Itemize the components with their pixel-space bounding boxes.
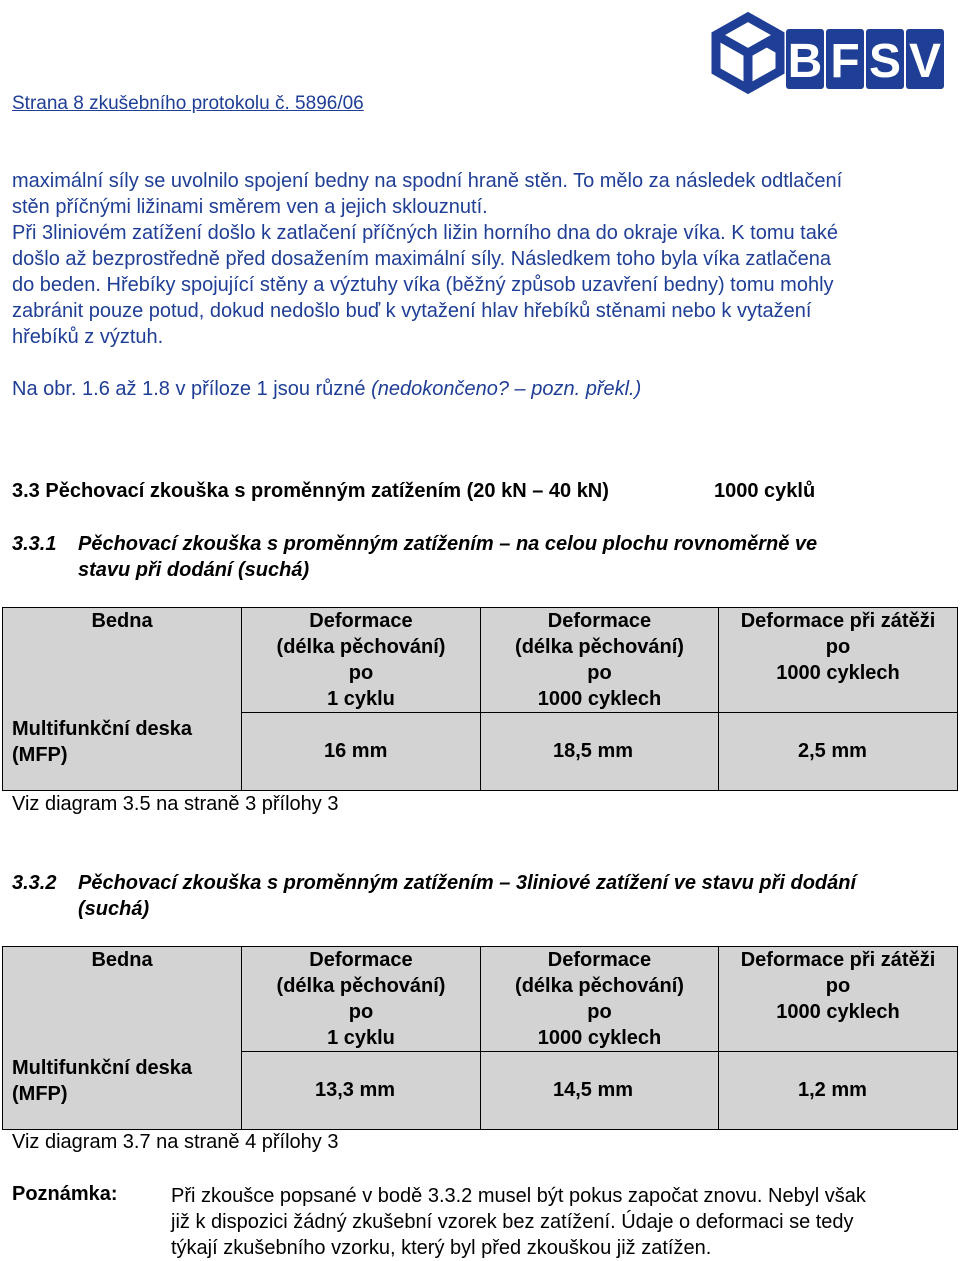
- value-load: 1,2 mm: [798, 1079, 867, 1101]
- row-label-line: Multifunkční deska: [12, 1057, 193, 1079]
- diagram-reference: Viz diagram 3.5 na straně 3 přílohy 3: [12, 793, 339, 815]
- section-3-3-2-heading: [12, 870, 957, 922]
- body-line: do beden. Hřebíky spojující stěny a výztuhy víka (běžný způsob uzavření bedny) tomu mohly: [12, 274, 834, 296]
- header-bedna: [3, 947, 242, 1130]
- body-line: hřebíků z výztuh.: [12, 326, 164, 348]
- header-line: (délka pěchování): [515, 636, 684, 658]
- section-title-cont: (suchá): [78, 898, 150, 920]
- section-title-cont: stavu při dodání (suchá): [78, 559, 310, 581]
- svg-text:V: V: [908, 35, 942, 88]
- header-deformace-1: [242, 947, 481, 1052]
- svg-text:B: B: [787, 35, 823, 88]
- page-reference: Strana 8 zkušebního protokolu č. 5896/06: [12, 93, 364, 114]
- bfsv-logo: [706, 5, 946, 103]
- row-label-line: (MFP): [12, 1083, 68, 1105]
- header-line: (délka pěchování): [276, 975, 446, 997]
- header-line: 1 cyklu: [327, 688, 395, 710]
- header-line: po: [825, 975, 851, 997]
- header-line: po: [587, 662, 612, 684]
- value-1000-cycles: 18,5 mm: [553, 740, 634, 762]
- header-line: Deformace při zátěži: [740, 610, 936, 632]
- header-deformace-1: [242, 608, 481, 713]
- section-3-3-cycles: 1000 cyklů: [714, 480, 816, 502]
- header-line: Deformace: [309, 949, 413, 971]
- section-title: Pěchovací zkouška s proměnným zatížením – na celou plochu rovnoměrně ve: [78, 533, 818, 555]
- translator-note: (nedokončeno? – pozn. překl.): [371, 378, 642, 400]
- header-line: Deformace: [547, 610, 652, 632]
- figures-sentence: [12, 376, 952, 402]
- body-line: došlo až bezprostředně před dosažením maximální síly. Následkem toho byla víka zatlačena: [12, 248, 831, 270]
- header-line: po: [348, 1001, 374, 1023]
- row-label-line: (MFP): [12, 744, 68, 766]
- header-line: po: [348, 662, 374, 684]
- section-number: 3.3.2: [12, 872, 57, 894]
- header-line: 1000 cyklech: [537, 1027, 662, 1049]
- value-1-cycle: 13,3 mm: [315, 1079, 396, 1101]
- header-bedna: [3, 608, 242, 791]
- value-1000-cycles: 14,5 mm: [553, 1079, 634, 1101]
- header-deformace-1000: [481, 608, 719, 713]
- body-line: zabránit pouze potud, dokud nedošlo buď k vytažení hlav hřebíků stěnami nebo k vytažení: [12, 300, 812, 322]
- header-line: 1 cyklu: [327, 1027, 395, 1049]
- body-line: stěn příčnými ližinami směrem ven a jejich sklouznutí.: [12, 196, 488, 218]
- note-body: [171, 1183, 956, 1261]
- header-line: 1000 cyklech: [537, 688, 662, 710]
- header-line: 1000 cyklech: [776, 662, 900, 684]
- body-paragraph: [12, 168, 952, 350]
- figures-text: Na obr. 1.6 až 1.8 v příloze 1 jsou různé: [12, 378, 372, 400]
- col-bedna: Bedna: [91, 949, 153, 971]
- col-bedna: Bedna: [91, 610, 153, 632]
- row-label: [12, 716, 192, 768]
- note-line: již k dispozici žádný zkušební vzorek bez zatížení. Údaje o deformaci se tedy: [171, 1211, 854, 1233]
- header-line: Deformace při zátěži: [740, 949, 936, 971]
- section-number: 3.3.1: [12, 533, 57, 555]
- header-line: Deformace: [547, 949, 652, 971]
- header-line: Deformace: [309, 610, 413, 632]
- results-table-3-3-2: [2, 946, 958, 1130]
- section-3-3-1-heading: [12, 531, 957, 583]
- row-label: [12, 1055, 192, 1107]
- value-1-cycle: 16 mm: [324, 740, 388, 762]
- note-label: Poznámka:: [12, 1183, 118, 1205]
- value-load: 2,5 mm: [798, 740, 867, 762]
- diagram-reference: Viz diagram 3.7 na straně 4 přílohy 3: [12, 1131, 339, 1153]
- header-line: 1000 cyklech: [776, 1001, 900, 1023]
- header-line: (délka pěchování): [515, 975, 684, 997]
- svg-text:F: F: [830, 35, 860, 88]
- body-line: Při 3liniovém zatížení došlo k zatlačení příčných ližin horního dna do okraje víka. K tomu také: [12, 222, 838, 244]
- body-line: maximální síly se uvolnilo spojení bedny na spodní hraně stěn. To mělo za následek odtlačení: [12, 170, 843, 192]
- svg-text:S: S: [868, 35, 902, 88]
- section-title: Pěchovací zkouška s proměnným zatížením – 3liniové zatížení ve stavu při dodání: [78, 872, 857, 894]
- header-deformace-1000: [481, 947, 719, 1052]
- header-line: po: [587, 1001, 612, 1023]
- header-line: (délka pěchování): [276, 636, 446, 658]
- results-table-3-3-1: [2, 607, 958, 791]
- note-line: týkají zkušebního vzorku, který byl před zkouškou již zatížen.: [171, 1237, 712, 1259]
- note-line: Při zkoušce popsané v bodě 3.3.2 musel být pokus započat znovu. Nebyl však: [171, 1185, 866, 1207]
- row-label-line: Multifunkční deska: [12, 718, 193, 740]
- section-3-3-heading: [12, 480, 609, 503]
- header-deformace-zatez: [719, 608, 958, 713]
- header-deformace-zatez: [719, 947, 958, 1052]
- section-3-3-title: 3.3 Pěchovací zkouška s proměnným zatížením (20 kN – 40 kN): [12, 480, 609, 502]
- header-line: po: [825, 636, 851, 658]
